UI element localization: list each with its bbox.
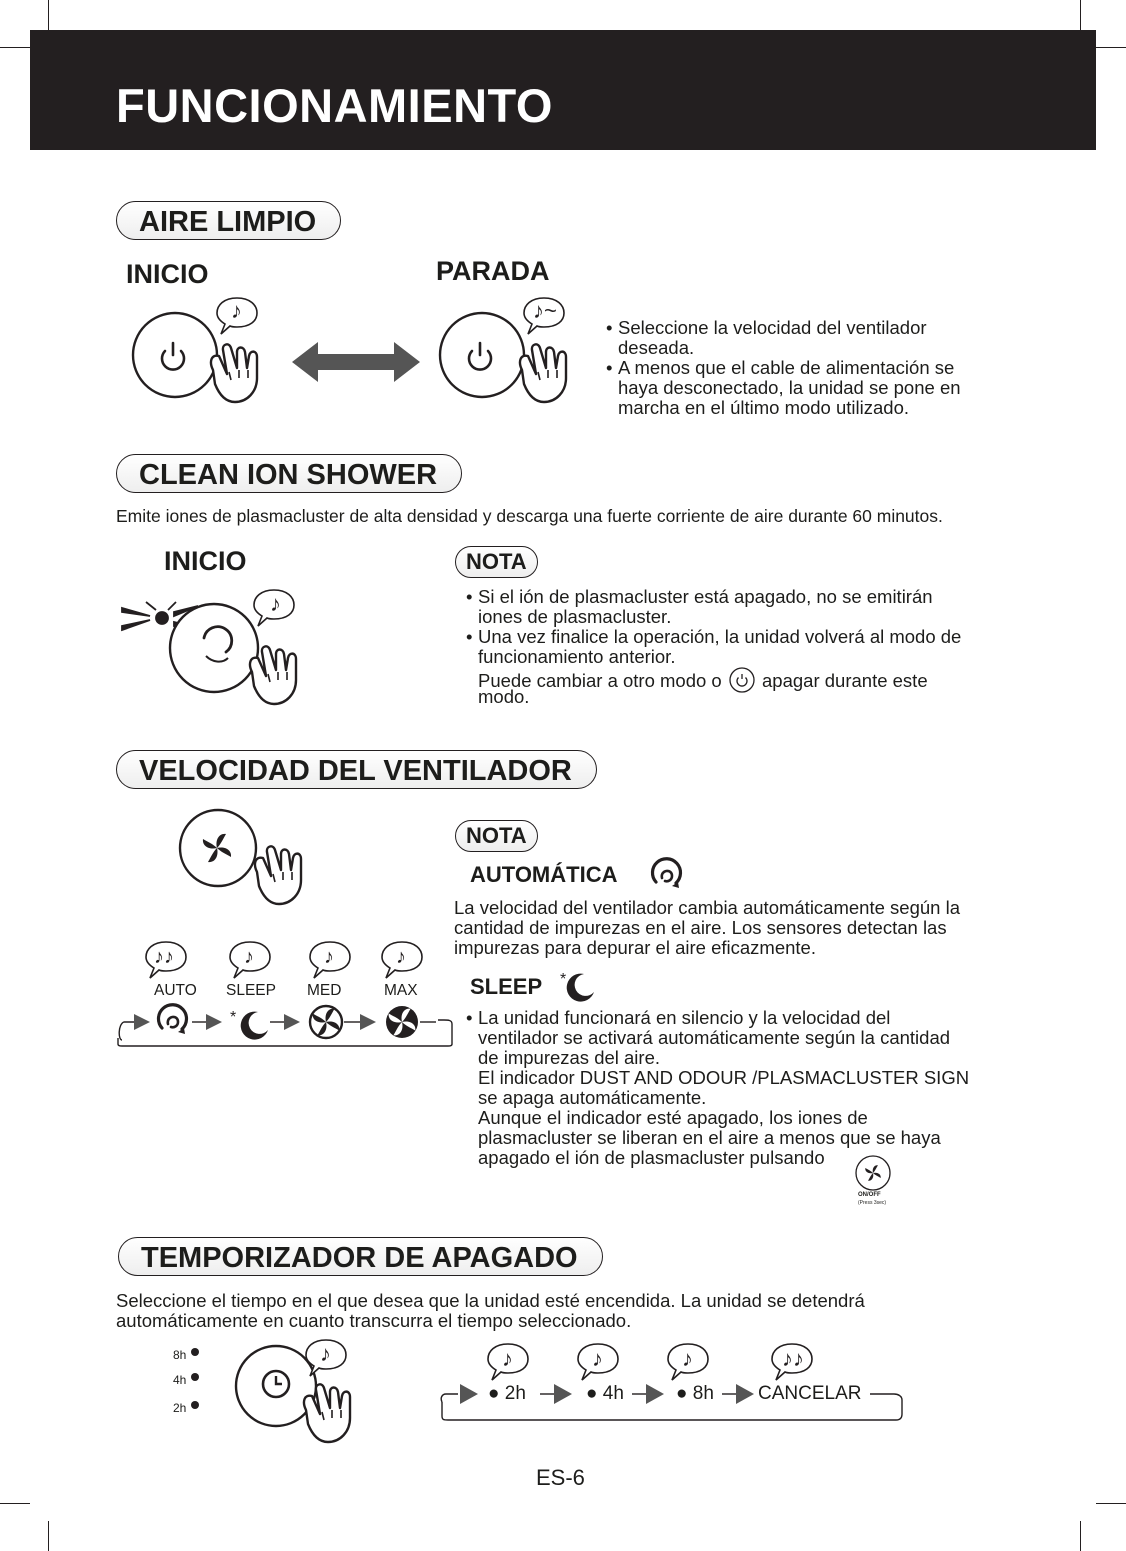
mode-label-sleep: SLEEP <box>226 982 276 999</box>
crop-mark <box>48 0 49 34</box>
svg-text:♪: ♪ <box>320 1341 331 1366</box>
auto-mode-text: La velocidad del ventilador cambia automáticamente según la cantidad de impurezas en el aire. Los sensores detectan las impurezas para depurar el aire eficazmente. <box>454 897 960 958</box>
onoff-sublabel: (Press 3sec) <box>858 1200 887 1206</box>
svg-text:*: * <box>230 1009 237 1026</box>
list-item: • Seleccione la velocidad del ventilador deseada. <box>606 317 927 358</box>
note-text: Una vez finalice la operación, la unidad volverá al modo de funcionamiento anterior. <box>478 626 962 667</box>
svg-text:*: * <box>560 971 567 988</box>
mode-label-max: MAX <box>384 982 418 999</box>
crop-mark <box>1096 47 1126 48</box>
section-title-aire-limpio: AIRE LIMPIO <box>116 201 341 240</box>
section-title-temporizador: TEMPORIZADOR DE APAGADO <box>118 1237 603 1276</box>
svg-text:♪: ♪ <box>231 298 242 323</box>
timer-indicator-label: 2h <box>173 1401 187 1415</box>
sleep-mode-title: SLEEP <box>470 974 543 999</box>
auto-mode-title: AUTOMÁTICA <box>470 862 618 887</box>
svg-text:♪: ♪ <box>244 946 254 968</box>
med-mode-icon <box>310 1006 342 1038</box>
timer-indicator-label: 4h <box>173 1373 187 1387</box>
timer-step: ● 2h <box>488 1383 526 1404</box>
crop-mark <box>0 47 30 48</box>
clean-ion-notes <box>466 587 961 667</box>
crop-mark <box>1080 0 1081 34</box>
sleep-mode-notes <box>466 1008 969 1168</box>
note-badge: NOTA <box>455 820 538 852</box>
page-title: FUNCIONAMIENTO <box>116 79 553 132</box>
crop-mark <box>1080 1521 1081 1551</box>
max-mode-icon <box>386 1006 418 1038</box>
timer-step: ● 4h <box>586 1383 624 1404</box>
timer-indicator-lights-icon <box>188 1342 208 1422</box>
auto-mode-icon <box>646 856 686 892</box>
hand-press-icon <box>520 344 566 402</box>
power-button-stop-illustration[interactable] <box>436 290 596 415</box>
power-button-icon[interactable] <box>440 313 524 397</box>
page-header <box>30 30 1096 150</box>
note-text-part: Puede cambiar a otro modo o <box>478 670 722 691</box>
mode-label-auto: AUTO <box>154 982 197 999</box>
note-text: La unidad funcionará en silencio y la velocidad del ventilador se activará automáticamente según la cantidad de impurezas del aire. El indicador DUST AND ODOUR /PLASMACLUSTER SIGN se apaga automáticamente. Aunque el indicador esté apagado, los iones de plasmacluster se liberan en el aire a menos que se haya apagado el ión de plasmacluster pulsando <box>478 1007 970 1168</box>
crop-mark <box>0 1503 30 1504</box>
page-number: ES-6 <box>536 1465 585 1490</box>
svg-text:♪: ♪ <box>324 946 334 968</box>
ion-button-icon[interactable] <box>170 604 258 692</box>
timer-step-cancel: CANCELAR <box>758 1383 862 1404</box>
svg-text:♪♪: ♪♪ <box>154 946 174 968</box>
timer-step-label: 4h <box>602 1383 624 1404</box>
note-text: Si el ión de plasmacluster está apagado, no se emitirán iones de plasmacluster. <box>478 586 933 627</box>
start-label: INICIO <box>164 546 247 576</box>
list-item: • La unidad funcionará en silencio y la velocidad del ventilador se activará automáticamente según la cantidad de impurezas del aire. El indicador DUST AND ODOUR /PLASMACLUSTER SIGN se apaga automáticamente. Aunque el indicador esté apagado, los iones de plasmacluster se liberan en el aire a menos que se haya apagado el ión de plasmacluster pulsando <box>466 1007 970 1168</box>
clean-ion-button-illustration[interactable] <box>118 582 318 712</box>
svg-text:♪: ♪ <box>682 1346 693 1371</box>
onoff-label: ON/OFF <box>858 1192 881 1198</box>
double-arrow-icon <box>290 338 422 386</box>
svg-text:♪: ♪ <box>396 946 406 968</box>
note-text: modo. <box>478 686 530 707</box>
hand-press-icon <box>255 846 301 904</box>
mode-label-med: MED <box>307 982 342 999</box>
svg-text:♪: ♪ <box>270 591 281 616</box>
timer-step-label: 2h <box>504 1383 526 1404</box>
power-button-icon[interactable] <box>133 313 217 397</box>
fan-button-illustration[interactable] <box>175 804 315 910</box>
note-text: Seleccione la velocidad del ventilador deseada. <box>618 317 927 358</box>
note-text-part: apagar durante este <box>762 670 928 691</box>
timer-step: ● 8h <box>676 1383 714 1404</box>
note-badge: NOTA <box>455 546 538 578</box>
list-item: • Si el ión de plasmacluster está apagado, no se emitirán iones de plasmacluster. <box>466 586 933 627</box>
note-text <box>478 667 928 693</box>
timer-button-icon[interactable] <box>236 1346 316 1426</box>
fan-mode-cycle-diagram <box>114 1000 456 1050</box>
mode-beep-bubbles <box>142 936 442 984</box>
aire-limpio-notes <box>606 318 961 418</box>
timer-step-label: 8h <box>692 1383 714 1404</box>
svg-text:♪~: ♪~ <box>533 298 557 323</box>
power-button-start-illustration[interactable] <box>125 290 285 415</box>
auto-mode-icon <box>158 1005 186 1034</box>
svg-text:♪: ♪ <box>592 1346 603 1371</box>
timer-button-illustration[interactable] <box>232 1334 372 1444</box>
power-icon <box>729 667 755 693</box>
sleep-mode-icon <box>230 1009 268 1040</box>
stop-label: PARADA <box>436 256 550 286</box>
section-title-velocidad: VELOCIDAD DEL VENTILADOR <box>116 750 597 789</box>
svg-text:♪♪: ♪♪ <box>782 1346 804 1371</box>
note-text: A menos que el cable de alimentación se haya desconectado, la unidad se pone en marcha en el último modo utilizado. <box>618 357 961 418</box>
svg-text:♪: ♪ <box>502 1346 513 1371</box>
list-item: • A menos que el cable de alimentación se haya desconectado, la unidad se pone en marcha en el último modo utilizado. <box>606 357 961 418</box>
crop-mark <box>48 1521 49 1551</box>
list-item: • Una vez finalice la operación, la unidad volverá al modo de funcionamiento anterior. <box>466 626 962 667</box>
crop-mark <box>1096 1503 1126 1504</box>
section-title-clean-ion: CLEAN ION SHOWER <box>116 454 462 493</box>
timer-indicator-label: 8h <box>173 1348 187 1362</box>
start-label: INICIO <box>126 259 209 289</box>
sleep-mode-icon <box>558 968 598 1002</box>
timer-description: Seleccione el tiempo en el que desea que la unidad esté encendida. La unidad se detendrá automáticamente en cuanto transcurra el tiempo seleccionado. <box>116 1290 865 1331</box>
clean-ion-description: Emite iones de plasmacluster de alta densidad y descarga una fuerte corriente de aire durante 60 minutos. <box>116 506 943 526</box>
